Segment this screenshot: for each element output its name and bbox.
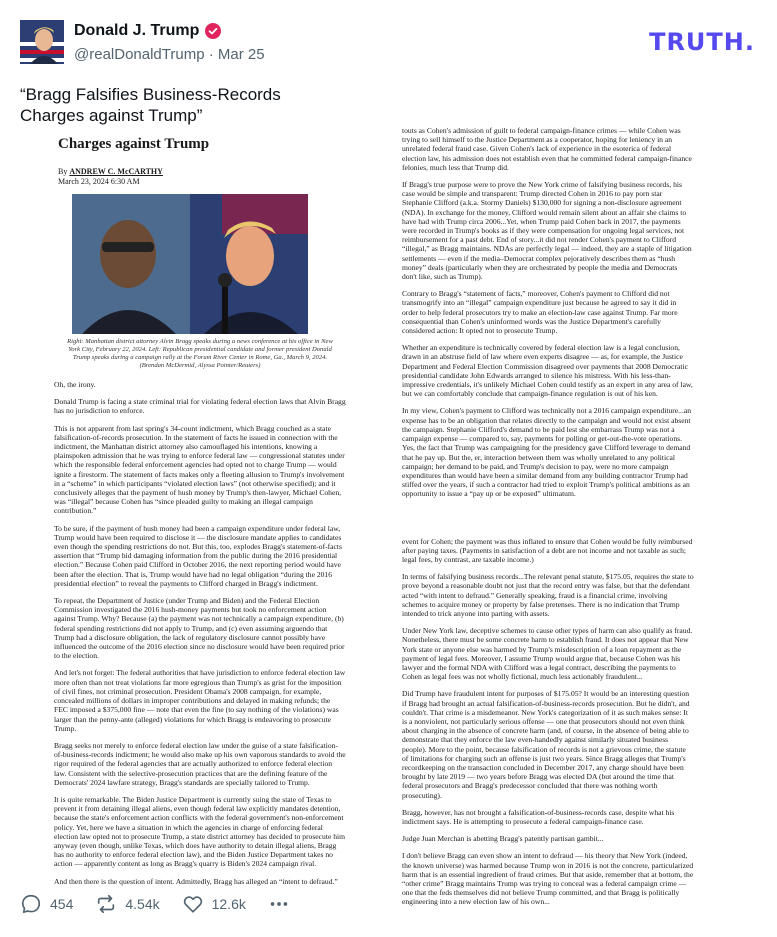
verified-badge-icon [205,23,221,39]
article-paragraph: This is not apparent from last spring's 34-count indictment, which Bragg couched as a state falsification-of-records prosecution. In the statement of facts he issued in connection with the indictment, the Manhattan district attorney also camouflaged his intentions, knowing a plainspoken admission that he was trying to enforce federal law — congressional statutes under which the responsible federal enforcement agencies had opted not to charge Trump — would ignite a firestorm. The statement of facts makes only a fleeting allusion to Trump's involvement in a “scheme” in which participants “violated election laws” (not otherwise specified); and it conclusively alleges that the payment of hush money by Trump's then-lawyer, Michael Cohen, was “illegal” because Cohen has “since pleaded guilty to making an illegal campaign contribution.” [54,423,345,516]
article-paragraph: Bragg, however, has not brought a falsification-of-business-records case, despite what his indictment says. He is attempting to prosecute a federal campaign-finance case. [402,807,675,826]
article-paragraph: Whether an expenditure is technically covered by federal election law is a legal conclusion, drawn in an abstruse field of law where even experts disagree — as, for example, the Justice Department and Federal Election Commission disagreed over payments that 2008 Democratic presidential candidate John Edwards arranged to silence his mistress. With his less-than-impressive credentials, it's unlikely Michael Cohen could testify as an expert in any area of law, but we can comfortably conclude that campaign-finance regulation is out of his ken. [402,343,693,399]
reply-count: 454 [50,896,74,912]
article-photo-image [72,194,308,334]
post-text-line: “Bragg Falsifies Business-Records [20,85,281,104]
article-date: March 23, 2024 6:30 AM [58,177,140,186]
post-text-line: Charges against Trump” [20,106,203,125]
post-actions [20,893,290,915]
truth-logo[interactable]: TRUTH. [649,28,755,56]
post-header [20,20,757,68]
article-paragraph: In my view, Cohen's payment to Clifford was technically not a 2016 campaign expenditure...an expense has to be an obligation that relates directly to the campaign and would not exist absent the campaign. Stephanie Clifford's demand to be paid lest she embarrass Trump was not a campaign expense — compared to, say, payments for polling or get-out-the-vote operations. Yes, the fact that Trump was campaigning for the presidency gave Clifford leverage to demand that he pay up. But the, er, interaction between them was wholly unrelated to any political campaign; her demand to be paid, and Trump's decision to pay, were no more campaign expenditures than would have been a similar demand from any building contractor Trump had stiffed over the years, if such a contractor had tried to exploit Trump's political ambitions as an opportunity to issue a “pay up or be exposed” ultimatum. [402,406,692,499]
article-paragraph: Did Trump have fraudulent intent for purposes of $175.05? It would be an interesting question if Bragg had brought an actual falsification-of-business-records prosecution. But he didn't, and couldn't. That crime is a misdemeanor. New York's categorization of it as such makes sense: It is a nonviolent, not particularly serious offense — one that prosecutors should not even think about charging in the absence of concrete harm (and, of course, in the absence of being able to demonstrate that they enforce the law even-handedly against similarly situated business people). More to the point, because falsification of records is not a grievous crime, the statute of limitations for charging such an offense is just two years. Since Bragg alleges that Trump's recordkeeping on the transaction concluded in December 2017, any charge should have been brought by late 2019 — two years before Bragg was elected DA (but around the time that federal prosecutors and Bragg's predecessor concluded that there was nothing worth prosecuting). [402,689,690,800]
retruth-count: 4.54k [125,896,160,912]
more-icon[interactable] [268,893,290,915]
article-paragraph: It is quite remarkable. The Biden Justice Department is currently suing the state of Texas to prevent it from detaining illegal aliens, even though federal law explicitly mandates detention, because the state's enforcement action conflicts with the federal government's non-enforcement policy. Yet, here we have a situation in which the agencies in charge of enforcing federal election law opted not to prosecute Trump, a state district attorney has decided to prosecute him anyway (even though, unlike Texas, which does have authority to detain illegal aliens, Bragg has no authority to enforce federal election law), and the Biden Justice Department takes no action — apparently content as long as Bragg's quarry is Biden's 2024 campaign rival. [54,794,346,869]
handle-row [74,46,265,63]
article-paragraph: Contrary to Bragg's “statement of facts,” moreover, Cohen's payment to Clifford did not transmogrify into an “illegal” campaign expenditure just because he agreed to say it did in order to help federal prosecutors try to make an election-law case against Trump. Far more consequential than Cohen's uninformed words was the Justice Department's carefully considered action: It opted not to prosecute Trump. [402,289,678,336]
reply-icon [20,893,42,915]
avatar[interactable] [20,20,64,64]
article-byline [58,167,346,176]
article-paragraph: Oh, the irony. [54,380,96,389]
article-paragraph: In terms of falsifying business records...The relevant penal statute, $175.05, requires the state to prove beyond a reasonable doubt not just that the record entry was false, but that the defendant acted “with intent to defraud.” Generally speaking, fraud is a financial crime, involving schemes to acquire money or property by false pretenses. There is no indication that Trump intended to trick anyone into parting with assets. [402,572,694,618]
article-paragraph: To be sure, if the payment of hush money had been a campaign expenditure under federal law, Trump would have been required to disclose it — the disclosure mandate applies to candidates even though the spending restrictions do not. But this, too, explodes Bragg's statement-of-facts assertion that “Trump hid damaging information from the public during the 2016 presidential election.” Because Cohen paid Clifford in October 2016, the next reporting period would have been after the election. That is, Trump would have had no legal obligation “during the 2016 presidential election” to reveal the payments to Clifford charged in Bragg's indictment. [54,523,342,588]
article-paragraph: event for Cohen; the payment was thus inflated to ensure that Cohen would be fully reimbursed after paying taxes. (Payments in satisfaction of a debt are not income and not taxable as such; legal fees, by contrast, are taxable income.) [402,536,693,564]
article-paragraph: And then there is the question of intent. Admittedly, Bragg has alleged an “intent to defraud.” [54,876,338,886]
article-paragraph: Bragg seeks not merely to enforce federal election law under the guise of a state falsification-of-business-records indictment; he would also make up his own vaporous standards to avoid the rigor required of the federal agencies that are actually authorized to enforce federal election law. Consistent with the selective-prosecution practices that are the defining feature of the Democrats' 2024 lawfare strategy, Bragg's standards are specially tailored to Trump. [54,740,346,787]
article-title: Charges against Trump [58,136,210,152]
article-paragraph: I don't believe Bragg can even show an intent to defraud — his theory that New York (indeed, the known universe) was harmed because Trump won in 2016 is not the concrete, particularized harm that is an essential ingredient of fraud crimes. But that aside, remember that at bottom, the “other crime” Bragg maintains Trump was trying to conceal was a federal campaign crime — one that the feds themselves did not believe Trump committed, and that Bragg is politically engineering into a new election law of his own... [402,851,694,907]
post-date[interactable]: · Mar 25 [205,46,265,63]
article-photo [72,194,308,334]
article-paragraph: And let's not forget: The federal authorities that have jurisdiction to enforce federal election law more often than not treat violations far more egregious than Trump's as grist for the imposition of civil fines, not criminal prosecution. President Obama's 2008 campaign, for example, concealed millions of dollars in improper contributions and delayed in making refunds; the FEC imposed a $375,000 fine — note that even the fine (to say nothing of the violations) was larger than the penny-ante (alleged) violations for which Bragg is endeavoring to prosecute Trump. [54,668,346,733]
avatar-image [20,20,64,64]
display-name[interactable]: Donald J. Trump [74,22,200,39]
article-paragraph: Under New York law, deceptive schemes to cause other types of harm can also qualify as fraud. Nonetheless, there must be some concrete harm to establish fraud. It does not appear that New York state or anyone else was harmed by Trump's misdescription of a loan repayment as the payment of legal fees. Moreover, I assume Trump would argue that, because Cohen was his lawyer and the formal NDA with Clifford was a legal contract, describing the payments to Cohen as legal fees was not wholly fictional, much less actionably fraudulent... [402,626,693,682]
photo-caption: Right: Manhattan district attorney Alvin Bragg speaks during a news conference at his office in New York City, February 22, 2024. Left: Republican presidential candidate and former president Donald Trump speaks during a campaign rally at the Forum River Center in Rome, Ga., March 9, 2024. (Brendan McDermid, Alyssa Pointer/Reuters) [67,338,333,369]
article-left-column [54,126,346,886]
byline-prefix: By [58,167,70,176]
article-right-column [402,126,694,907]
retruth-icon [95,893,117,915]
column-gap [402,507,694,537]
retruth-button[interactable] [95,893,159,915]
like-count: 12.6k [211,896,246,912]
reply-button[interactable] [20,893,73,915]
article-paragraph: Judge Juan Merchan is abetting Bragg's patently partisan gambit... [402,834,604,844]
article-paragraph: If Bragg's true purpose were to prove the New York crime of falsifying business records, his case would be simple and transparent: Trump directed Cohen in 2016 to pay porn star Stephanie Clifford (a.k.a. Stormy Daniels) $130,000 for signing a non-disclosure agreement (NDA). In exchange for the money, Clifford would remain silent about an affair she claims to have had with Trump circa 2006...Yet, when Trump paid Cohen back in 2017, the payments were recorded in Trump's books as if they were compensation for ongoing legal services, not reimbursement for a past debt. End of story...it did not render Cohen's payment to Clifford “illegal,” as Bragg maintains. NDAs are perfectly legal — indeed, they are a staple of litigation settlements — even if the media–Democrat complex pejoratively describes them as “hush money” deals (particularly when they are orchestrated by people the media and Democrats don't like, such as Trump). [402,180,692,282]
post-text [20,84,620,126]
article-paragraph: To repeat, the Department of Justice (under Trump and Biden) and the Federal Election Commission investigated the 2016 hush-money payments but took no enforcement action against Trump. Why? Because (a) the payment was not technically a campaign expenditure, (b) federal spending restrictions did not apply to Trump, and (c) even assuming arguendo that Trump had a disclosure obligation, the lack of regulatory disclosure cannot possibly have influenced the outcome of the 2016 election since no disclosure would have been required prior to the election. [54,596,345,661]
handle[interactable]: @realDonaldTrump [74,46,205,63]
like-button[interactable] [182,893,246,915]
article-author: ANDREW C. McCARTHY [69,167,163,176]
article-paragraph: Donald Trump is facing a state criminal trial for violating federal election laws that Alvin Bragg has no jurisdiction to enforce. [54,397,346,416]
article-paragraph: touts as Cohen's admission of guilt to federal campaign-finance crimes — while Cohen was trying to sell himself to the Justice Department as a cooperator, hoping for leniency in an unrelated federal fraud case. Given Cohen's lack of experience in the esoterica of federal election law, his admission does not establish even that he committed federal campaign-finance felonies, much less that Trump did. [402,126,692,172]
like-icon [182,893,204,915]
